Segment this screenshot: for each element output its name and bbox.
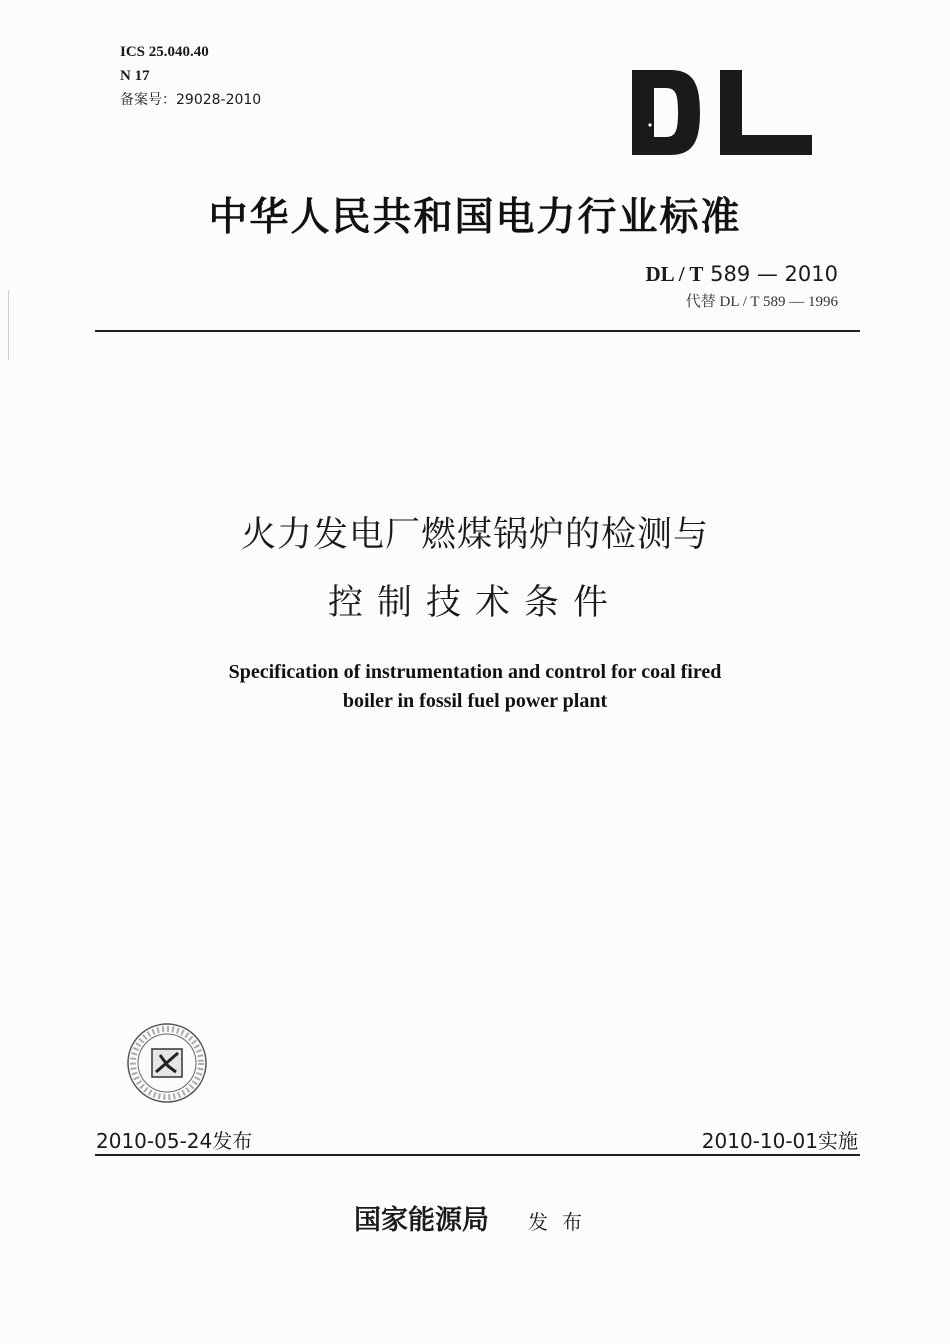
ics-code: ICS 25.040.40	[120, 44, 209, 60]
standard-prefix: DL / T	[645, 262, 704, 286]
main-title: 中华人民共和国电力行业标准	[208, 194, 742, 240]
header-divider	[95, 330, 860, 332]
dl-logo	[632, 70, 812, 155]
issuer-line	[0, 1198, 950, 1237]
english-title-line1: Specification of instrumentation and control for coal fired	[228, 661, 722, 683]
chinese-title-line2: 控制技术条件	[327, 583, 622, 623]
footer-divider	[95, 1154, 860, 1156]
replaces-standard: 代替 DL / T 589 — 1996	[685, 294, 838, 310]
standard-year: 589 — 2010	[710, 262, 838, 286]
publisher-seal-icon	[126, 1022, 208, 1104]
classification-code: N 17	[120, 68, 150, 84]
implementation-date: 2010-10-01实施	[701, 1129, 858, 1153]
issuer-action: 发布	[528, 1210, 597, 1234]
chinese-title-line1: 火力发电厂燃煤锅炉的检测与	[240, 515, 709, 555]
scan-margin-mark	[8, 290, 9, 360]
standard-number	[645, 262, 838, 287]
english-title-line2: boiler in fossil fuel power plant	[342, 690, 608, 712]
issue-date: 2010-05-24发布	[96, 1129, 253, 1153]
issuer-organization: 国家能源局	[353, 1205, 489, 1236]
record-number: 备案号：29028-2010	[120, 92, 262, 108]
